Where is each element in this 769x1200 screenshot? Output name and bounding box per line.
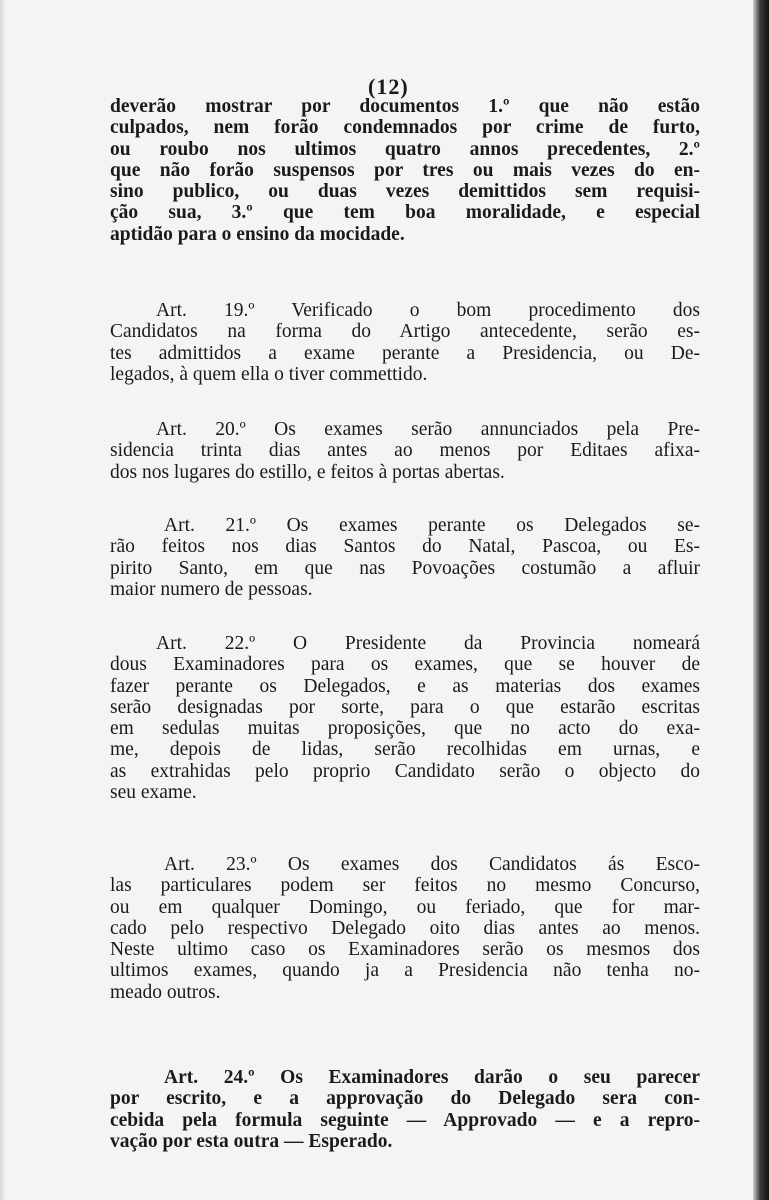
article-24: [110, 1067, 700, 1152]
text-line: rão feitos nos dias Santos do Natal, Pascoa, ou Es-: [110, 536, 700, 558]
text-line: Art. 23.º Os exames dos Candidatos ás Esco-: [164, 854, 700, 875]
text-line: Neste ultimo caso os Examinadores serão os mesmos dos: [110, 939, 700, 961]
text-line: seu exame.: [110, 782, 197, 804]
text-line: maior numero de pessoas.: [110, 578, 313, 600]
text-line: sidencia trinta dias antes ao menos por Editaes afixa-: [110, 440, 700, 462]
text-line: por escrito, e a approvação do Delegado sera con-: [110, 1088, 700, 1110]
page-right-edge: [753, 0, 769, 1200]
text-line: Art. 24.º Os Examinadores darão o seu parecer: [164, 1067, 700, 1088]
article-22: [110, 633, 700, 803]
text-line: Art. 19.º Verificado o bom procedimento dos: [156, 300, 700, 321]
text-line: ultimos exames, quando ja a Presidencia não tenha no-: [110, 960, 700, 982]
text-line: as extrahidas pelo proprio Candidato serão o objecto do: [110, 760, 700, 782]
page-left-edge: [0, 0, 6, 1200]
text-line: cado pelo respectivo Delegado oito dias antes ao menos.: [110, 917, 700, 939]
text-line: Candidatos na forma do Artigo antecedente, serão es-: [110, 321, 700, 343]
text-line: pirito Santo, em que nas Povoações costumão a afluir: [110, 557, 700, 579]
page-number: (12): [368, 74, 409, 99]
text-line: me, depois de lidas, serão recolhidas em urnas, e: [110, 739, 700, 761]
text-line: dos nos lugares do estillo, e feitos à portas abertas.: [110, 461, 505, 483]
text-line: legados, à quem ella o tiver commettido.: [110, 363, 428, 385]
text-line: dous Examinadores para os exames, que se houver de: [110, 654, 700, 676]
article-21: [110, 515, 700, 600]
text-line: fazer perante os Delegados, e as materias dos exames: [110, 675, 700, 697]
text-line: ou em qualquer Domingo, ou feriado, que for mar-: [110, 896, 700, 918]
text-line: Art. 21.º Os exames perante os Delegados se-: [164, 515, 700, 536]
text-line: tes admittidos a exame perante a Presidencia, ou De-: [110, 342, 700, 364]
text-line: cebida pela formula seguinte — Approvado — e a repro-: [110, 1109, 700, 1131]
text-line: meado outros.: [110, 981, 221, 1003]
text-line: que não forão suspensos por tres ou mais vezes do en-: [110, 159, 700, 181]
text-line: serão designadas por sorte, para o que estarão escritas: [110, 696, 700, 718]
article-19: [110, 300, 700, 385]
article-23: [110, 854, 700, 1003]
text-line: ou roubo nos ultimos quatro annos precedentes, 2.º: [110, 138, 700, 160]
paragraph-continuation: [110, 96, 700, 245]
text-line: Art. 20.º Os exames serão annunciados pela Pre-: [156, 419, 700, 440]
text-line: culpados, nem forão condemnados por crime de furto,: [110, 117, 700, 139]
text-line: Art. 22.º O Presidente da Provincia nomeará: [156, 633, 700, 654]
text-line: vação por esta outra — Esperado.: [110, 1130, 393, 1152]
article-20: [110, 419, 700, 483]
text-line: las particulares podem ser feitos no mesmo Concurso,: [110, 875, 700, 897]
text-line: deverão mostrar por documentos 1.º que não estão: [110, 96, 700, 117]
text-line: ção sua, 3.º que tem boa moralidade, e especial: [110, 202, 700, 224]
text-line: aptidão para o ensino da mocidade.: [110, 223, 405, 245]
text-line: em sedulas muitas proposições, que no acto do exa-: [110, 718, 700, 740]
text-line: sino publico, ou duas vezes demittidos sem requisi-: [110, 181, 700, 203]
